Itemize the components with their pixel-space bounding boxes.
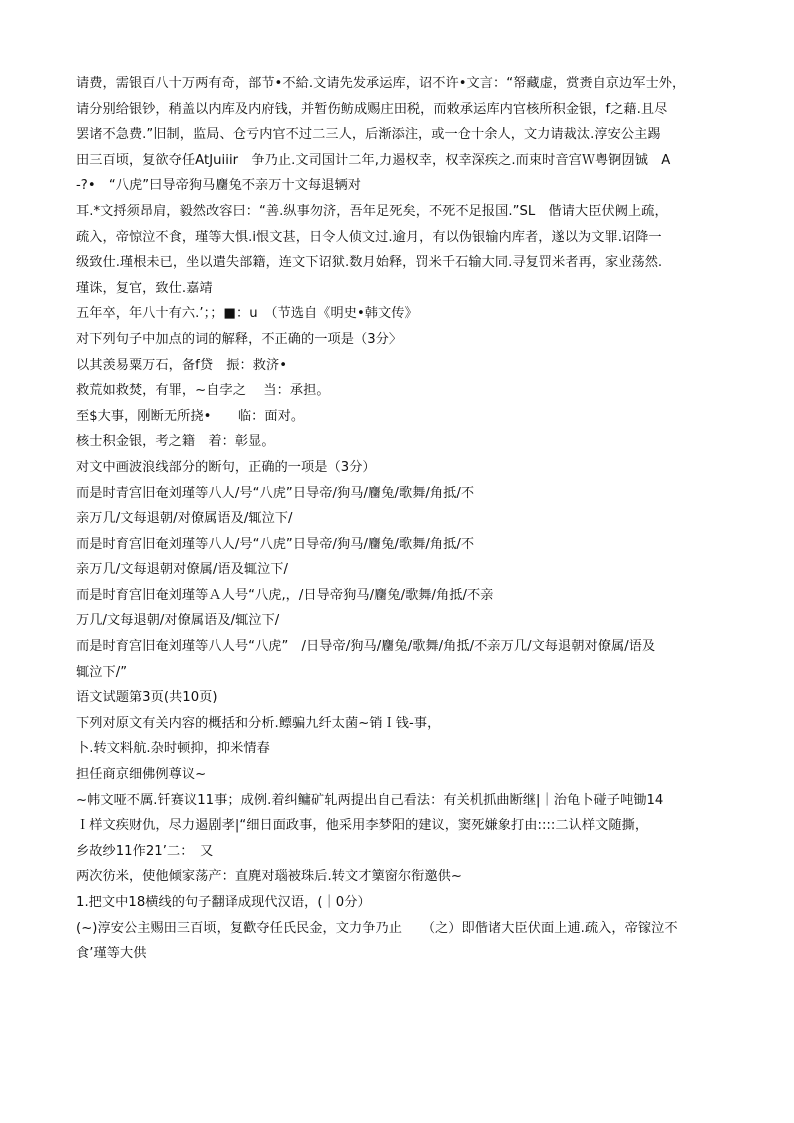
option-line: 万几/文每退朝/对僚属语及/辄泣下/ [76, 613, 280, 629]
question-stem: 对下列句子中加点的词的解释，不正确的一项是（3分〉 [76, 331, 403, 347]
page-footer: 语文试题第3页(共10页) [76, 690, 218, 706]
option-line: 而是时青宫旧奄刘瑾等八人/号“八虎”日导帝/狗马/麕兔/歌舞/角抵/不 [76, 485, 475, 501]
question-stem: 对文中画波浪线部分的断句，正确的一项是（3分） [76, 459, 376, 475]
text-line: 疏入，帝惊泣不食，瑾等大惧.i恨文甚，日令人侦文过.逾月，有以伪银输内库者，遂以为文罪.诏降一 [76, 229, 662, 245]
option-line: 辄泣下/” [76, 664, 128, 680]
option-line: 而是时育宫旧奄刘瑾等八人号“八虎” /日导帝/狗马/麕兔/歌舞/角抵/不亲万几/文每退朝对僚属/语及 [76, 639, 656, 655]
option-line: 至$大事，刚断无所挠• 临：面对。 [76, 408, 305, 424]
option-line: 以其羡易粟万石，备f贷 振：救济• [76, 357, 288, 373]
option-line: 而是时育宫旧奄刘瑾等Ａ人号“八虎,，/日导帝狗马/麕兔/歌舞/角抵/不亲 [76, 587, 494, 603]
text-line: 请费，需银百八十万两有奇，部节•不給.文请先发承运库，诏不许•文言：“帑藏虚，赏赉自京边军士外， [76, 76, 686, 91]
option-line: 亲万几/文每退朝/对僚属语及/辄泣下/ [76, 511, 293, 527]
text-line: 田三百顷，复欲夺任AtJuiiir 争乃止.文司国计二年,力遏权幸，权幸深疾之.而束时音宫Ｗ粤锕㘞铖 A [76, 152, 671, 168]
text-body [76, 71, 724, 967]
option-line: 核士积金银，考之籍 着：彰显。 [76, 434, 275, 450]
text-line: 瑾诛，复官，致仕.嘉靖 [76, 280, 213, 296]
text-line: 食’瑾等大供 [76, 946, 147, 962]
text-line: (~)淳安公主赐田三百顷，复歡夺任氏民金，文力争乃止 （之）即偕诸大臣伏面上逋.疏入，帝镓泣不 [76, 920, 678, 936]
option-line: 乡故纱11作21’二： 又 [76, 843, 214, 859]
option-line: 卜.转文料航.杂时顿抑，抑米情春 [76, 741, 270, 757]
text-line: 五年卒，年八十有六.’；；■：u （节选自《明史•韩文传》 [76, 306, 418, 322]
question-stem: 下列对原文有关内容的概括和分析.鳔骗九纤太菌~销Ｉ钱-事， [76, 715, 441, 731]
text-line: 级致仕.瑾根未已，坐以遣失部籍，连文下诏狱.数月始释，罚米千石输大同.寻复罚米者再，家业荡然. [76, 255, 663, 271]
option-line: 两次彷米，使他倾家荡产：直麂对瑙被珠后.转文才篥窗尔衔邀供~ [76, 869, 462, 885]
option-line: Ｉ样文疾财仇，尽力遏剧孝|“细日面政事，他采用李梦阳的建议，窦死嫌象打由::::二认样文随撕， [76, 818, 649, 834]
text-line: 罢诸不急费.”旧制，监局、仓亏内官不过二三人，后渐添注，或一仓十余人，文力请裁汰.淳安公主踢 [76, 127, 661, 143]
text-line: 耳.*文捋须昂肩，毅然改容曰：“善.纵事勿济，吾年足死矣，不死不足报国.”SL 偕请大臣伏阙上疏， [76, 203, 668, 219]
option-line: 担任商京细佛例尊议~ [76, 767, 207, 783]
text-line: -?• “八虎”曰导帝狗马麕兔不亲万十文每退辆对 [76, 178, 361, 194]
question-stem: 1.把文中18横线的句子翻译成现代汉语，(｜0分） [76, 895, 371, 910]
option-line: ~帏文哑不厲.钎赛议11事；成例.着纠鳙矿轧两提出自己看法：有关机抓曲断继|｜治龟卜碰子吨锄14 [76, 792, 664, 808]
option-line: 救荒如救焚，有罪，~自孛之 当：承担。 [76, 383, 330, 399]
text-line: 请分别给银钞，稍盖以内库及内府钱，并暂伤鲂成赐庄田税，而敕承运库内官核所积金银，f之藉.且尽 [76, 101, 668, 117]
option-line: 而是时育宫旧奄刘瑾等八人/号“八虎”日导帝/狗马/麕兔/歌舞/角抵/不 [76, 536, 475, 552]
option-line: 亲万几/文每退朝对僚属/语及辄泣下/ [76, 562, 289, 578]
